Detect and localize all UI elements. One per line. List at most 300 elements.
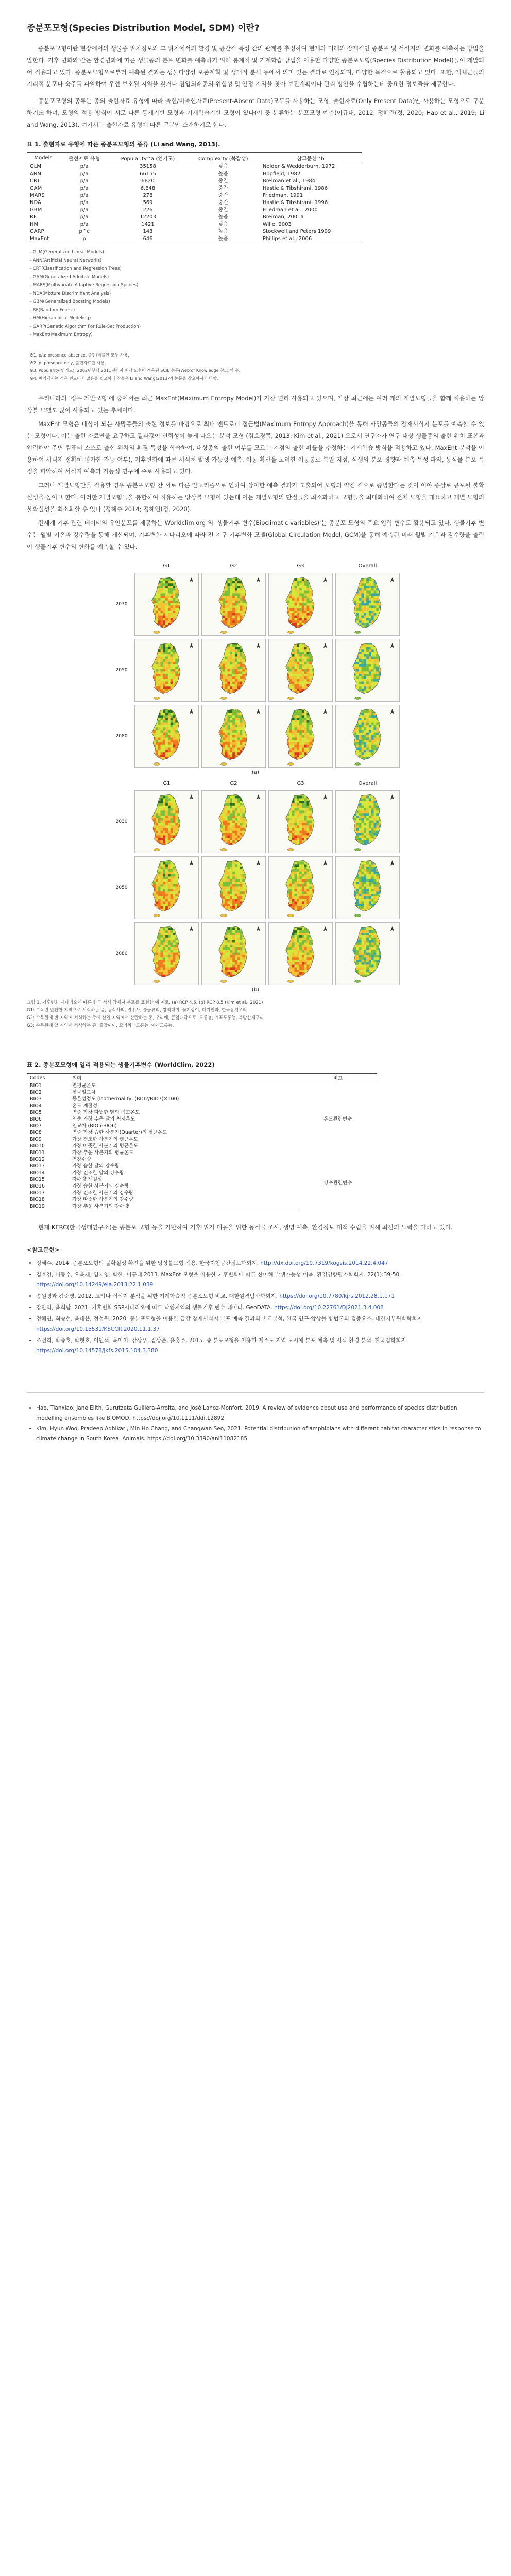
- map-pixel: [356, 659, 359, 662]
- map-pixel: [158, 598, 161, 601]
- map-pixel: [232, 603, 235, 606]
- map-pixel: [364, 735, 366, 738]
- map-pixel: [223, 579, 225, 581]
- map-pixel: [292, 662, 295, 664]
- map-pixel: [379, 581, 381, 583]
- map-pixel: [180, 872, 183, 874]
- map-pixel: [158, 659, 161, 662]
- map-pixel: [299, 845, 302, 848]
- map-pixel: [178, 620, 180, 623]
- map-pixel: [225, 840, 228, 843]
- map-pixel: [217, 755, 220, 757]
- map-pixel: [168, 884, 171, 887]
- map-pixel: [284, 684, 287, 686]
- map-pixel: [292, 748, 295, 750]
- map-pixel: [307, 708, 310, 710]
- map-pixel: [156, 831, 158, 833]
- map-pixel: [314, 708, 317, 710]
- map-pixel: [381, 808, 384, 811]
- map-pixel: [150, 694, 153, 697]
- map-pixel: [230, 806, 232, 808]
- map-pixel: [369, 588, 371, 591]
- map-pixel: [289, 645, 292, 647]
- map-pixel: [173, 879, 176, 882]
- map-pixel: [381, 605, 384, 608]
- map-pixel: [173, 755, 176, 757]
- map-pixel: [175, 708, 178, 710]
- map-pixel: [351, 720, 354, 723]
- map-pixel: [165, 748, 168, 750]
- map-pixel: [156, 581, 158, 583]
- map-pixel: [356, 667, 359, 669]
- map-pixel: [354, 793, 356, 796]
- map-pixel: [381, 750, 384, 752]
- map-pixel: [297, 718, 299, 720]
- map-pixel: [220, 808, 223, 811]
- map-pixel: [168, 603, 171, 606]
- map-pixel: [379, 715, 381, 718]
- map-pixel: [165, 694, 168, 697]
- map-pixel: [356, 713, 359, 715]
- map-pixel: [158, 793, 161, 796]
- map-pixel: [240, 718, 243, 720]
- intro-paragraph: 종분포모형이란 현장에서의 생물종 위치정보와 그 위치에서의 환경 및 공간적 특성 간의 관계를 추정하여 현재와 미래의 잠재적인 종분포 및 서식지의 변화를 예측하는 방법을 말한다. 기후 변화와 같은 환경변화에 따른 생물종의 분포 변화를 예측하기 위해 통계적 및 기계학습 방법을 이용한 다양한 종분포모형(Species Distribution Model)들이 개발되어 적용되고 있다. 종분포모형으로부터 예측된 결과는 생물다양성 보존계획 및 생태적 분석 등에서 의미 있는 결과로 인정되며, 다양한 목적으로 활용되고 있다. 또한, 개체군들의 지리적 분포나 숙주를 파악하여 우선 보호될 지역을 찾거나 침입외래종의 위험성 및 안정 지역을 찾아 보전계획이나 관리 방안을 수립하는데 중요한 정보들을 제공한다.: [27, 45, 484, 88]
- map-pixel: [161, 813, 163, 816]
- map-pixel: [376, 659, 379, 662]
- map-pixel: [165, 601, 168, 603]
- map-pixel: [292, 833, 295, 836]
- map-pixel: [150, 625, 153, 628]
- map-pixel: [359, 750, 362, 752]
- map-pixel: [228, 608, 230, 611]
- map-pixel: [242, 825, 245, 828]
- map-pixel: [307, 669, 310, 672]
- map-pixel: [161, 737, 163, 740]
- map-pixel: [359, 708, 362, 710]
- map-pixel: [175, 816, 178, 818]
- map-pixel: [366, 752, 369, 755]
- map-pixel: [312, 748, 314, 750]
- map-pixel: [379, 793, 381, 796]
- map-pixel: [284, 793, 287, 796]
- map-pixel: [351, 581, 354, 583]
- map-pixel: [230, 821, 232, 823]
- map-pixel: [163, 748, 165, 750]
- map-pixel: [289, 620, 292, 623]
- map-pixel: [381, 823, 384, 825]
- map-pixel: [242, 579, 245, 581]
- map-pixel: [153, 588, 156, 591]
- map-pixel: [314, 659, 317, 662]
- table-cell: 낮음: [218, 164, 228, 170]
- map-pixel: [171, 671, 173, 674]
- map-pixel: [242, 708, 245, 710]
- map-pixel: [217, 679, 220, 682]
- map-pixel: [366, 725, 369, 727]
- map-pixel: [232, 588, 235, 591]
- map-pixel: [240, 654, 243, 657]
- map-pixel: [356, 662, 359, 664]
- map-pixel: [163, 657, 165, 659]
- map-pixel: [381, 813, 384, 816]
- map-pixel: [232, 613, 235, 616]
- map-pixel: [163, 882, 165, 884]
- map-pixel: [381, 654, 384, 657]
- map-pixel: [299, 733, 302, 735]
- map-pixel: [153, 793, 156, 796]
- map-pixel: [309, 667, 312, 669]
- map-pixel: [376, 647, 379, 649]
- table-row: [27, 214, 362, 221]
- map-pixel: [245, 652, 247, 654]
- map-pixel: [312, 576, 314, 579]
- map-pixel: [369, 813, 371, 816]
- map-pixel: [374, 659, 377, 662]
- map-pixel: [173, 593, 176, 596]
- map-pixel: [284, 623, 287, 625]
- map-pixel: [289, 740, 292, 742]
- map-pixel: [173, 611, 176, 613]
- map-pixel: [287, 691, 289, 694]
- map-pixel: [247, 598, 250, 601]
- map-pixel: [364, 603, 366, 606]
- map-pixel: [314, 735, 317, 738]
- map-pixel: [232, 647, 235, 649]
- map-pixel: [230, 603, 232, 606]
- map-pixel: [359, 803, 362, 806]
- map-pixel: [158, 735, 161, 738]
- map-pixel: [163, 718, 165, 720]
- map-pixel: [225, 745, 228, 748]
- map-pixel: [287, 730, 289, 733]
- map-pixel: [369, 616, 371, 618]
- map-pixel: [287, 757, 289, 760]
- map-pixel: [232, 718, 235, 720]
- map-pixel: [232, 616, 235, 618]
- map-pixel: [381, 684, 384, 686]
- map-pixel: [304, 593, 307, 596]
- map-pixel: [351, 740, 354, 742]
- table-cell: 높음: [218, 214, 228, 220]
- map-pixel: [173, 608, 176, 611]
- map-pixel: [237, 694, 240, 697]
- map-pixel: [304, 613, 307, 616]
- map-pixel: [150, 725, 153, 727]
- map-pixel: [150, 676, 153, 679]
- map-pixel: [223, 835, 225, 838]
- map-pixel: [295, 818, 297, 821]
- map-pixel: [223, 752, 225, 755]
- map-pixel: [180, 605, 183, 608]
- map-pixel: [302, 798, 304, 801]
- map-pixel: [284, 659, 287, 662]
- map-pixel: [173, 676, 176, 679]
- map-pixel: [237, 605, 240, 608]
- map-pixel: [156, 730, 158, 733]
- map-pixel: [228, 798, 230, 801]
- map-pixel: [220, 667, 223, 669]
- map-pixel: [309, 694, 312, 697]
- column-heading: G1: [163, 563, 171, 569]
- map-pixel: [161, 887, 163, 889]
- map-pixel: [223, 662, 225, 664]
- map-pixel: [247, 588, 250, 591]
- map-pixel: [171, 821, 173, 823]
- map-pixel: [158, 894, 161, 896]
- map-pixel: [180, 793, 183, 796]
- map-pixel: [307, 576, 310, 579]
- north-arrow-icon: [323, 577, 327, 582]
- map-pixel: [168, 752, 171, 755]
- map-pixel: [354, 801, 356, 803]
- map-pixel: [235, 740, 237, 742]
- map-pixel: [161, 755, 163, 757]
- map-panel: [134, 639, 199, 702]
- map-pixel: [158, 818, 161, 821]
- map-pixel: [307, 682, 310, 684]
- map-pixel: [168, 896, 171, 899]
- map-pixel: [225, 598, 228, 601]
- map-pixel: [153, 710, 156, 713]
- map-pixel: [225, 735, 228, 738]
- map-pixel: [158, 725, 161, 727]
- map-pixel: [171, 676, 173, 679]
- map-pixel: [158, 593, 161, 596]
- map-pixel: [158, 708, 161, 710]
- map-pixel: [161, 620, 163, 623]
- map-pixel: [287, 667, 289, 669]
- map-pixel: [364, 613, 366, 616]
- map-pixel: [351, 679, 354, 682]
- map-pixel: [168, 713, 171, 715]
- map-pixel: [369, 686, 371, 689]
- map-pixel: [381, 801, 384, 803]
- map-pixel: [223, 833, 225, 836]
- map-pixel: [376, 798, 379, 801]
- map-pixel: [150, 713, 153, 715]
- map-pixel: [150, 581, 153, 583]
- map-pixel: [230, 669, 232, 672]
- map-pixel: [161, 662, 163, 664]
- map-pixel: [362, 801, 364, 803]
- map-pixel: [171, 583, 173, 586]
- map-pixel: [289, 659, 292, 662]
- map-pixel: [223, 816, 225, 818]
- map-pixel: [364, 796, 366, 799]
- map-pixel: [228, 652, 230, 654]
- map-pixel: [356, 603, 359, 606]
- map-pixel: [287, 843, 289, 845]
- abbreviation-item: - CRT(Classification and Regression Trees): [30, 266, 122, 272]
- map-pixel: [295, 616, 297, 618]
- map-pixel: [351, 725, 354, 727]
- map-pixel: [374, 662, 377, 664]
- map-pixel: [223, 671, 225, 674]
- map-pixel: [237, 676, 240, 679]
- map-pixel: [173, 674, 176, 676]
- map-pixel: [153, 645, 156, 647]
- map-pixel: [366, 608, 369, 611]
- map-pixel: [297, 823, 299, 825]
- map-pixel: [354, 796, 356, 799]
- map-pixel: [225, 605, 228, 608]
- map-pixel: [156, 671, 158, 674]
- map-pixel: [354, 657, 356, 659]
- map-pixel: [359, 745, 362, 748]
- map-pixel: [304, 649, 307, 652]
- map-pixel: [171, 598, 173, 601]
- map-pixel: [366, 649, 369, 652]
- map-pixel: [287, 601, 289, 603]
- map-pixel: [168, 806, 171, 808]
- map-pixel: [366, 816, 369, 818]
- map-pixel: [295, 591, 297, 594]
- map-pixel: [150, 757, 153, 760]
- map-pixel: [220, 586, 223, 588]
- map-pixel: [163, 825, 165, 828]
- map-pixel: [359, 694, 362, 697]
- map-pixel: [351, 833, 354, 836]
- map-pixel: [371, 823, 374, 825]
- map-pixel: [230, 748, 232, 750]
- map-pixel: [163, 669, 165, 672]
- map-pixel: [220, 793, 223, 796]
- map-pixel: [217, 793, 220, 796]
- map-pixel: [312, 713, 314, 715]
- map-pixel: [175, 608, 178, 611]
- map-pixel: [220, 796, 223, 799]
- map-pixel: [232, 628, 235, 631]
- map-pixel: [369, 694, 371, 697]
- map-pixel: [175, 713, 178, 715]
- map-pixel: [284, 593, 287, 596]
- map-pixel: [302, 821, 304, 823]
- map-pixel: [245, 586, 247, 588]
- map-pixel: [217, 742, 220, 745]
- map-pixel: [163, 821, 165, 823]
- map-pixel: [369, 583, 371, 586]
- map-pixel: [228, 816, 230, 818]
- map-pixel: [175, 825, 178, 828]
- map-pixel: [314, 605, 317, 608]
- map-pixel: [295, 745, 297, 748]
- map-pixel: [297, 833, 299, 836]
- map-pixel: [376, 664, 379, 667]
- map-pixel: [354, 818, 356, 821]
- map-pixel: [156, 694, 158, 697]
- map-pixel: [150, 894, 153, 896]
- map-pixel: [379, 840, 381, 843]
- map-pixel: [364, 725, 366, 727]
- map-pixel: [374, 821, 377, 823]
- map-pixel: [356, 793, 359, 796]
- map-pixel: [369, 657, 371, 659]
- map-pixel: [220, 715, 223, 718]
- map-pixel: [225, 828, 228, 831]
- map-pixel: [369, 745, 371, 748]
- map-pixel: [228, 605, 230, 608]
- map-pixel: [161, 679, 163, 682]
- map-pixel: [150, 750, 153, 752]
- map-pixel: [242, 603, 245, 606]
- map-pixel: [374, 806, 377, 808]
- map-pixel: [364, 649, 366, 652]
- table-row: [27, 178, 362, 185]
- map-pixel: [364, 608, 366, 611]
- map-pixel: [289, 628, 292, 631]
- map-pixel: [150, 845, 153, 848]
- map-pixel: [220, 818, 223, 821]
- map-pixel: [178, 583, 180, 586]
- map-pixel: [180, 806, 183, 808]
- map-pixel: [180, 828, 183, 831]
- map-pixel: [235, 581, 237, 583]
- map-pixel: [161, 649, 163, 652]
- map-pixel: [223, 757, 225, 760]
- map-pixel: [351, 793, 354, 796]
- map-pixel: [354, 713, 356, 715]
- map-pixel: [369, 579, 371, 581]
- map-pixel: [374, 616, 377, 618]
- map-pixel: [381, 576, 384, 579]
- map-pixel: [237, 647, 240, 649]
- map-pixel: [284, 843, 287, 845]
- map-pixel: [302, 591, 304, 594]
- map-pixel: [158, 657, 161, 659]
- map-pixel: [175, 823, 178, 825]
- map-pixel: [150, 745, 153, 748]
- map-pixel: [374, 625, 377, 628]
- map-pixel: [302, 598, 304, 601]
- map-pixel: [312, 674, 314, 676]
- map-pixel: [381, 603, 384, 606]
- map-pixel: [351, 676, 354, 679]
- map-pixel: [314, 625, 317, 628]
- map-pixel: [180, 884, 183, 887]
- column-heading: Overall: [358, 563, 377, 569]
- map-pixel: [245, 718, 247, 720]
- map-pixel: [165, 667, 168, 669]
- map-pixel: [217, 659, 220, 662]
- map-pixel: [228, 750, 230, 752]
- map-pixel: [232, 742, 235, 745]
- map-pixel: [230, 659, 232, 662]
- map-pixel: [299, 810, 302, 813]
- map-pixel: [161, 608, 163, 611]
- map-pixel: [178, 867, 180, 869]
- map-pixel: [217, 752, 220, 755]
- map-pixel: [158, 872, 161, 874]
- map-pixel: [165, 654, 168, 657]
- map-pixel: [381, 691, 384, 694]
- map-pixel: [371, 694, 374, 697]
- map-pixel: [314, 710, 317, 713]
- map-pixel: [235, 686, 237, 689]
- map-pixel: [247, 652, 250, 654]
- map-pixel: [247, 679, 250, 682]
- map-pixel: [297, 821, 299, 823]
- map-pixel: [153, 647, 156, 649]
- map-pixel: [295, 593, 297, 596]
- map-pixel: [240, 682, 243, 684]
- map-pixel: [232, 654, 235, 657]
- map-pixel: [364, 679, 366, 682]
- map-pixel: [232, 755, 235, 757]
- map-pixel: [289, 823, 292, 825]
- map-pixel: [232, 689, 235, 691]
- map-pixel: [171, 591, 173, 594]
- map-pixel: [247, 642, 250, 645]
